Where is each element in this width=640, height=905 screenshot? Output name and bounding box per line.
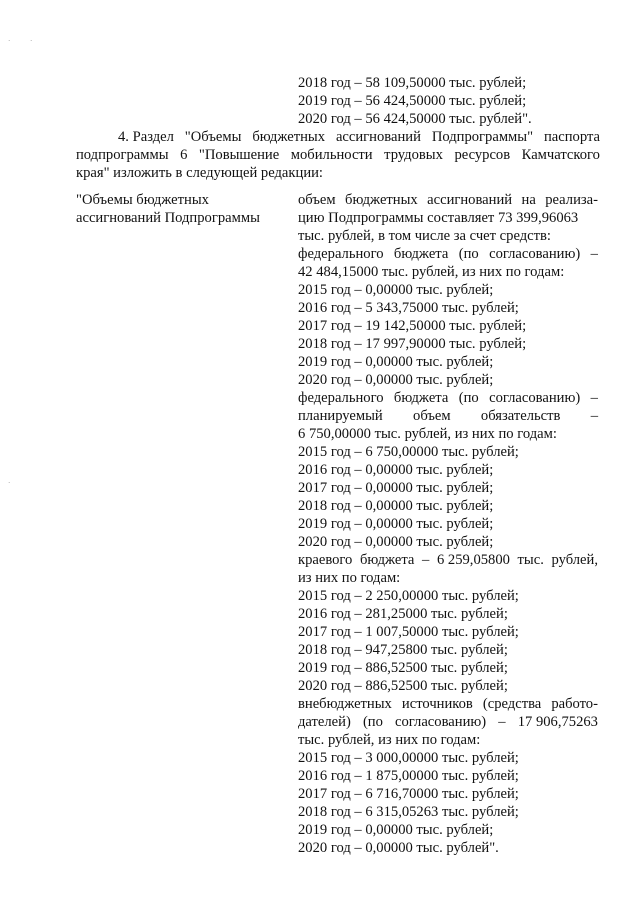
value-line-word: реализа- (545, 192, 598, 208)
value-line: 2017 год – 0,00000 тыс. рублей; (298, 480, 494, 496)
text-line: 2019 год – 56 424,50000 тыс. рублей; (298, 93, 527, 109)
value-line: из них по годам: (298, 570, 401, 586)
value-line-word: согласованию) (489, 390, 581, 406)
value-line-word: дателей) (298, 714, 351, 730)
value-line: 2020 год – 0,00000 тыс. рублей". (298, 840, 499, 856)
value-line-word: – (590, 408, 598, 424)
paragraph-line-word: Камчатского (521, 147, 600, 163)
value-line-word: 6 259,05800 (436, 552, 510, 568)
value-line-word: – (590, 246, 598, 262)
value-line-word: федерального (298, 390, 384, 406)
value-line-word: планируемый (298, 408, 383, 424)
value-line: цию Подпрограммы составляет 73 399,96063 (298, 210, 579, 226)
paragraph-line-word: "Объемы (184, 129, 242, 145)
value-line-word: – (590, 390, 598, 406)
paragraph-line-word: ресурсов (454, 147, 511, 163)
value-line-word: федерального (298, 246, 384, 262)
paragraph-line-word: Подпрограммы" (431, 129, 534, 145)
value-line-word: бюджета (359, 552, 415, 568)
value-line: 2019 год – 0,00000 тыс. рублей; (298, 822, 494, 838)
value-line: 2015 год – 6 750,00000 тыс. рублей; (298, 444, 519, 460)
value-line: 2016 год – 281,25000 тыс. рублей; (298, 606, 508, 622)
label-line: ассигнований Подпрограммы (76, 210, 260, 226)
paragraph-line (118, 128, 600, 146)
value-line: 2017 год – 6 716,70000 тыс. рублей; (298, 786, 519, 802)
value-line: тыс. рублей, в том числе за счет средств: (298, 228, 551, 244)
value-line: 2020 год – 0,00000 тыс. рублей; (298, 534, 494, 550)
value-line: 2018 год – 17 997,90000 тыс. рублей; (298, 336, 527, 352)
text-line: 2020 год – 56 424,50000 тыс. рублей". (298, 111, 532, 127)
value-line: тыс. рублей, из них по годам: (298, 732, 481, 748)
scan-mark: · (8, 479, 11, 487)
value-line-word: обязательств (480, 408, 561, 424)
value-line-word: (средства (482, 696, 542, 712)
value-line (298, 713, 598, 731)
value-line: 2016 год – 1 875,00000 тыс. рублей; (298, 768, 519, 784)
value-line: 2016 год – 0,00000 тыс. рублей; (298, 462, 494, 478)
value-line: 42 484,15000 тыс. рублей, из них по годам: (298, 264, 565, 280)
value-line-word: на (521, 192, 536, 208)
value-line-word: 17 906,75263 (517, 714, 598, 730)
value-line-word: бюджетных (345, 192, 418, 208)
value-line: 2016 год – 5 343,75000 тыс. рублей; (298, 300, 519, 316)
value-line-word: – (498, 714, 506, 730)
value-line-word: краевого (298, 552, 353, 568)
value-line-word: объем (298, 192, 336, 208)
value-line-word: бюджета (393, 246, 449, 262)
text-line: 2018 год – 58 109,50000 тыс. рублей; (298, 75, 527, 91)
value-line: 2018 год – 0,00000 тыс. рублей; (298, 498, 494, 514)
paragraph-line-word: "Повышение (198, 147, 280, 163)
value-line: 2020 год – 886,52500 тыс. рублей; (298, 678, 508, 694)
value-line: 6 750,00000 тыс. рублей, из них по годам: (298, 426, 557, 442)
paragraph-line-word: бюджетных (252, 129, 326, 145)
paragraph-line-word: подпрограммы (76, 147, 169, 163)
value-line: 2017 год – 19 142,50000 тыс. рублей; (298, 318, 527, 334)
value-line-word: (по (458, 390, 479, 406)
paragraph-line-word: мобильности (290, 147, 373, 163)
label-line: "Объемы бюджетных (76, 192, 209, 208)
value-line: 2019 год – 886,52500 тыс. рублей; (298, 660, 508, 676)
value-line-word: согласованию) (395, 714, 487, 730)
value-line-word: объем (413, 408, 451, 424)
value-line-word: источников (401, 696, 473, 712)
value-line: 2015 год – 2 250,00000 тыс. рублей; (298, 588, 519, 604)
value-line: 2019 год – 0,00000 тыс. рублей; (298, 354, 494, 370)
scan-mark: · (8, 37, 11, 45)
scan-mark: · (30, 37, 33, 45)
value-line-word: внебюджетных (298, 696, 392, 712)
paragraph-line-word: паспорта (543, 129, 600, 145)
paragraph-line-word: 4. Раздел (118, 129, 174, 145)
value-line: 2019 год – 0,00000 тыс. рублей; (298, 516, 494, 532)
value-line-word: работо- (551, 696, 598, 712)
paragraph-line (76, 146, 600, 164)
value-line-word: согласованию) (489, 246, 581, 262)
value-line: 2018 год – 6 315,05263 тыс. рублей; (298, 804, 519, 820)
value-line-word: (по (458, 246, 479, 262)
value-line (298, 551, 598, 569)
value-line (298, 191, 598, 209)
value-line: 2018 год – 947,25800 тыс. рублей; (298, 642, 508, 658)
paragraph-line: края" изложить в следующей редакции: (76, 165, 323, 181)
value-line (298, 695, 598, 713)
value-line: 2020 год – 0,00000 тыс. рублей; (298, 372, 494, 388)
value-line-word: рублей, (551, 552, 598, 568)
value-line-word: – (422, 552, 430, 568)
value-line-word: бюджета (393, 390, 449, 406)
paragraph-line-word: трудовых (384, 147, 443, 163)
value-line: 2015 год – 0,00000 тыс. рублей; (298, 282, 494, 298)
value-line: 2015 год – 3 000,00000 тыс. рублей; (298, 750, 519, 766)
value-line-word: (по (362, 714, 383, 730)
value-line (298, 389, 598, 407)
value-line-word: тыс. (517, 552, 544, 568)
paragraph-line-word: 6 (180, 147, 188, 163)
value-line (298, 245, 598, 263)
value-line-word: ассигнований (427, 192, 513, 208)
paragraph-line-word: ассигнований (335, 129, 421, 145)
value-line: 2017 год – 1 007,50000 тыс. рублей; (298, 624, 519, 640)
value-line (298, 407, 598, 425)
